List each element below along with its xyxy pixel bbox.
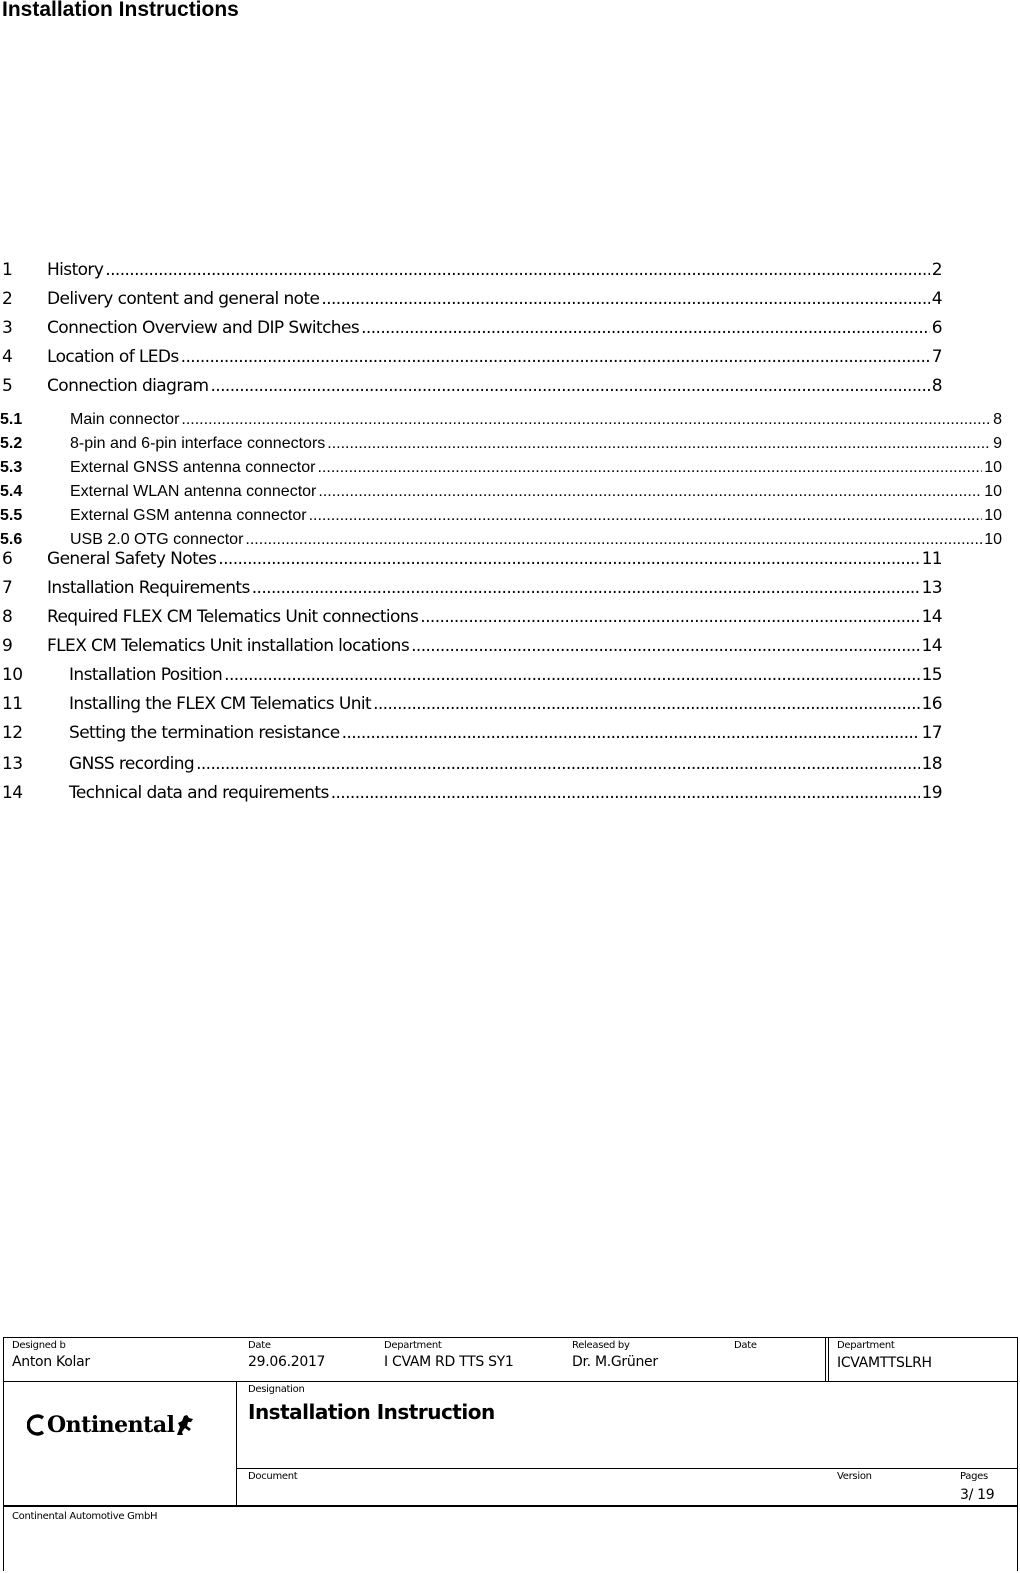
toc-entry[interactable] — [2, 578, 942, 602]
designation-label: Designation — [248, 1384, 305, 1395]
toc-leader — [210, 376, 929, 396]
toc-leader — [331, 783, 920, 803]
toc-leader — [327, 435, 991, 453]
toc-number: 5 — [2, 376, 13, 396]
release-date-label: Date — [734, 1340, 757, 1351]
toc-title: Connection diagram — [47, 376, 209, 396]
date-value: 29.06.2017 — [248, 1354, 326, 1370]
toc-number: 1 — [2, 260, 13, 280]
toc-page: 14 — [921, 636, 942, 656]
toc-number: 10 — [2, 665, 23, 685]
toc-number: 5.5 — [0, 507, 23, 524]
toc-title: External GSM antenna connector — [70, 507, 307, 524]
toc-page: 10 — [984, 531, 1002, 548]
toc-page: 18 — [921, 754, 942, 774]
toc-page: 13 — [921, 578, 942, 598]
toc-entry[interactable] — [2, 289, 942, 313]
toc-title: Required FLEX CM Telematics Unit connections — [47, 607, 419, 627]
toc-page: 16 — [921, 694, 942, 714]
department-label: Department — [384, 1340, 442, 1351]
toc-entry[interactable] — [2, 376, 942, 400]
toc-number: 6 — [2, 549, 13, 569]
toc-leader — [342, 723, 920, 743]
toc-number: 14 — [2, 783, 23, 803]
toc-page: 2 — [931, 260, 942, 280]
toc-entry[interactable] — [2, 783, 942, 807]
toc-title: GNSS recording — [69, 754, 195, 774]
toc-title: General Safety Notes — [47, 549, 217, 569]
divider — [236, 1468, 1018, 1469]
toc-leader — [252, 578, 920, 598]
toc-title: USB 2.0 OTG connector — [70, 531, 244, 548]
pages-label: Pages — [960, 1471, 988, 1482]
divider — [828, 1337, 829, 1381]
toc-entry[interactable] — [2, 260, 942, 284]
released-by-value: Dr. M.Grüner — [572, 1354, 658, 1370]
toc-page: 10 — [984, 483, 1002, 500]
toc-title: Installation Position — [69, 665, 223, 685]
toc-leader — [309, 507, 983, 525]
divider — [3, 1505, 1018, 1507]
toc-leader — [373, 694, 919, 714]
toc-number: 5.4 — [0, 483, 23, 500]
toc-leader — [181, 411, 991, 429]
department-value: I CVAM RD TTS SY1 — [384, 1354, 514, 1370]
company-name: Continental Automotive GmbH — [12, 1511, 158, 1522]
document-label: Document — [248, 1471, 298, 1482]
continental-c-mark-icon — [27, 1413, 47, 1437]
toc-page: 10 — [984, 459, 1002, 476]
divider — [3, 1337, 1018, 1338]
toc-leader — [317, 459, 982, 477]
toc-page: 11 — [921, 549, 942, 569]
toc-leader — [321, 289, 929, 309]
toc-title: Setting the termination resistance — [69, 723, 340, 743]
divider — [236, 1381, 237, 1506]
toc-title: External WLAN antenna connector — [70, 483, 317, 500]
toc-subentry[interactable] — [0, 507, 1002, 529]
toc-entry[interactable] — [2, 754, 942, 778]
released-by-label: Released by — [572, 1340, 630, 1351]
toc-title: FLEX CM Telematics Unit installation locations — [47, 636, 410, 656]
toc-title: Technical data and requirements — [69, 783, 329, 803]
toc-title: Main connector — [70, 411, 180, 428]
toc-leader — [218, 549, 919, 569]
toc-number: 7 — [2, 578, 13, 598]
designation-value: Installation Instruction — [248, 1400, 495, 1424]
toc-leader — [361, 318, 930, 338]
continental-logo — [27, 1412, 196, 1438]
toc-number: 5.2 — [0, 435, 23, 452]
toc-title: Installing the FLEX CM Telematics Unit — [69, 694, 372, 714]
footer-title-block — [3, 1337, 1018, 1571]
toc-title: External GNSS antenna connector — [70, 459, 316, 476]
version-label: Version — [837, 1471, 872, 1482]
toc-leader — [420, 607, 919, 627]
toc-entry[interactable] — [2, 607, 942, 631]
toc-leader — [318, 483, 982, 501]
toc-page: 14 — [921, 607, 942, 627]
horse-icon — [174, 1413, 196, 1437]
toc-number: 4 — [2, 347, 13, 367]
toc-entry[interactable] — [2, 347, 942, 371]
toc-entry[interactable] — [2, 549, 942, 573]
toc-number: 8 — [2, 607, 13, 627]
toc-leader — [105, 260, 930, 280]
toc-leader — [224, 665, 919, 685]
pages-value: 3/ 19 — [960, 1487, 995, 1503]
divider — [825, 1337, 826, 1381]
toc-number: 5.6 — [0, 531, 23, 548]
toc-entry[interactable] — [2, 318, 942, 342]
toc-title: History — [47, 260, 104, 280]
divider — [3, 1337, 4, 1571]
toc-page: 8 — [931, 376, 942, 396]
toc-number: 11 — [2, 694, 23, 714]
toc-subentry[interactable] — [0, 435, 1002, 457]
toc-number: 2 — [2, 289, 13, 309]
toc-subentry[interactable] — [0, 483, 1002, 505]
toc-number: 12 — [2, 723, 23, 743]
logo-text: Ontinental — [47, 1412, 175, 1438]
toc-page: 4 — [931, 289, 942, 309]
toc-leader — [196, 754, 919, 774]
designed-by-label: Designed b — [12, 1340, 66, 1351]
toc-title: 8-pin and 6-pin interface connectors — [70, 435, 326, 452]
toc-page: 8 — [993, 411, 1002, 428]
toc-page: 10 — [984, 507, 1002, 524]
date-label: Date — [248, 1340, 271, 1351]
divider — [3, 1381, 1018, 1382]
toc-entry[interactable] — [2, 665, 942, 689]
toc-page: 19 — [921, 783, 942, 803]
toc-leader — [181, 347, 930, 367]
toc-page: 6 — [931, 318, 942, 338]
toc-number: 13 — [2, 754, 23, 774]
toc-page: 7 — [931, 347, 942, 367]
toc-number: 5.1 — [0, 411, 23, 428]
department2-label: Department — [837, 1340, 895, 1351]
toc-subentry[interactable] — [0, 411, 1002, 433]
toc-title: Location of LEDs — [47, 347, 179, 367]
toc-page: 9 — [993, 435, 1002, 452]
page-header-title: Installation Instructions — [2, 0, 239, 21]
toc-title: Connection Overview and DIP Switches — [47, 318, 360, 338]
toc-page: 15 — [921, 665, 942, 685]
toc-number: 9 — [2, 636, 13, 656]
toc-entry[interactable] — [2, 723, 942, 747]
toc-title: Delivery content and general note — [47, 289, 320, 309]
toc-page: 17 — [921, 723, 942, 743]
toc-number: 3 — [2, 318, 13, 338]
toc-entry[interactable] — [2, 694, 942, 718]
divider — [1017, 1337, 1018, 1571]
toc-number: 5.3 — [0, 459, 23, 476]
toc-subentry[interactable] — [0, 459, 1002, 481]
toc-leader — [245, 531, 982, 549]
toc-entry[interactable] — [2, 636, 942, 660]
department2-value: ICVAMTTSLRH — [837, 1355, 932, 1371]
toc-title: Installation Requirements — [47, 578, 250, 598]
designed-by-value: Anton Kolar — [12, 1354, 90, 1370]
toc-leader — [411, 636, 919, 656]
